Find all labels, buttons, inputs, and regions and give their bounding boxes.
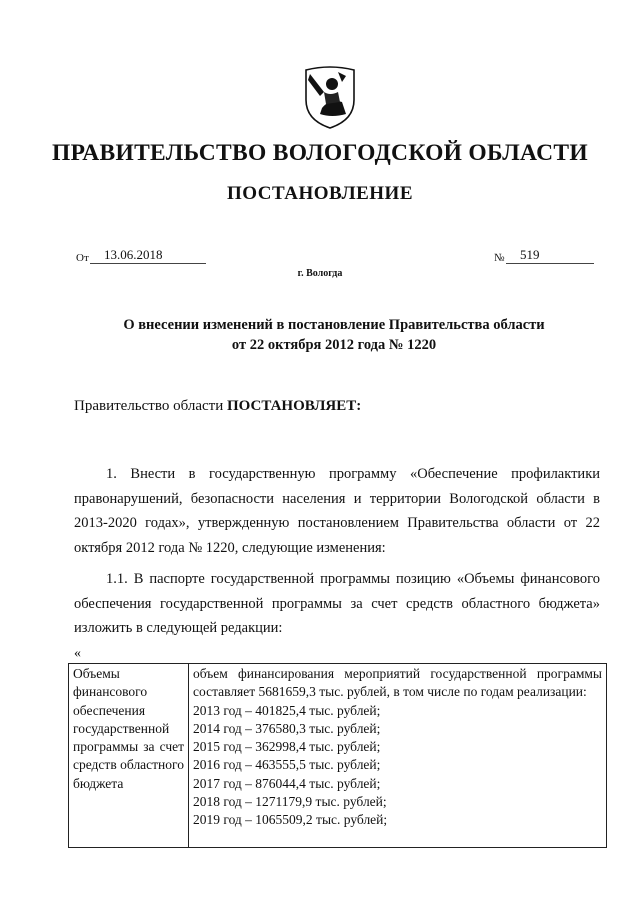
financing-table [68,663,607,848]
document-type: ПОСТАНОВЛЕНИЕ [226,183,414,204]
financing-intro: объем финансирования мероприятий государственной программы составляет 5681659,3 тыс. рублей, в том числе по годам реализации: [193,666,602,700]
intro-plain: Правительство области [74,398,227,414]
year-2018: 2018 год – 1271179,9 тыс. рублей; [193,794,387,810]
date-label: От [76,252,89,264]
intro-text [74,398,361,415]
coat-of-arms-icon [302,62,358,130]
table-row [69,664,607,848]
number-label: № [494,252,505,264]
intro-emphasis: ПОСТАНОВЛЯЕТ: [226,398,362,414]
table-label-cell: Объемы финансового обеспечения государственной программы за счет средств областного бюджета [69,664,189,848]
year-2016: 2016 год – 463555,5 тыс. рублей; [193,757,381,773]
year-2014: 2014 год – 376580,3 тыс. рублей; [193,720,381,736]
year-2017: 2017 год – 876044,4 тыс. рублей; [193,775,381,791]
year-2019: 2019 год – 1065509,2 тыс. рублей; [193,812,388,828]
year-2015: 2015 год – 362998,4 тыс. рублей; [193,739,381,755]
paragraph-1: 1. Внести в государственную программу «Обеспечение профилактики правонарушений, безопасности населения и территории Вологодской области в 2013-2020 годах», утвержденную постановлением Правительства области от 22 октября 2012 года № 1220, следующие изменения: [74,466,600,556]
year-2013: 2013 год – 401825,4 тыс. рублей; [193,702,381,718]
subject-line-1: О внесении изменений в постановление Правительства области [123,317,545,333]
subject-line-2: от 22 октября 2012 года № 1220 [231,337,437,353]
document-subject [90,315,578,355]
city-name: г. Вологда [297,268,343,279]
document-date: 13.06.2018 [90,247,206,264]
paragraph-1-1: 1.1. В паспорте государственной программы позицию «Объемы финансового обеспечения государственной программы за счет средств областного бюджета» изложить в следующей редакции: [74,571,600,636]
document-number: 519 [506,247,594,264]
quote-mark: « [74,646,81,661]
government-title: ПРАВИТЕЛЬСТВО ВОЛОГОДСКОЙ ОБЛАСТИ [52,140,588,166]
table-value-cell [189,664,607,848]
